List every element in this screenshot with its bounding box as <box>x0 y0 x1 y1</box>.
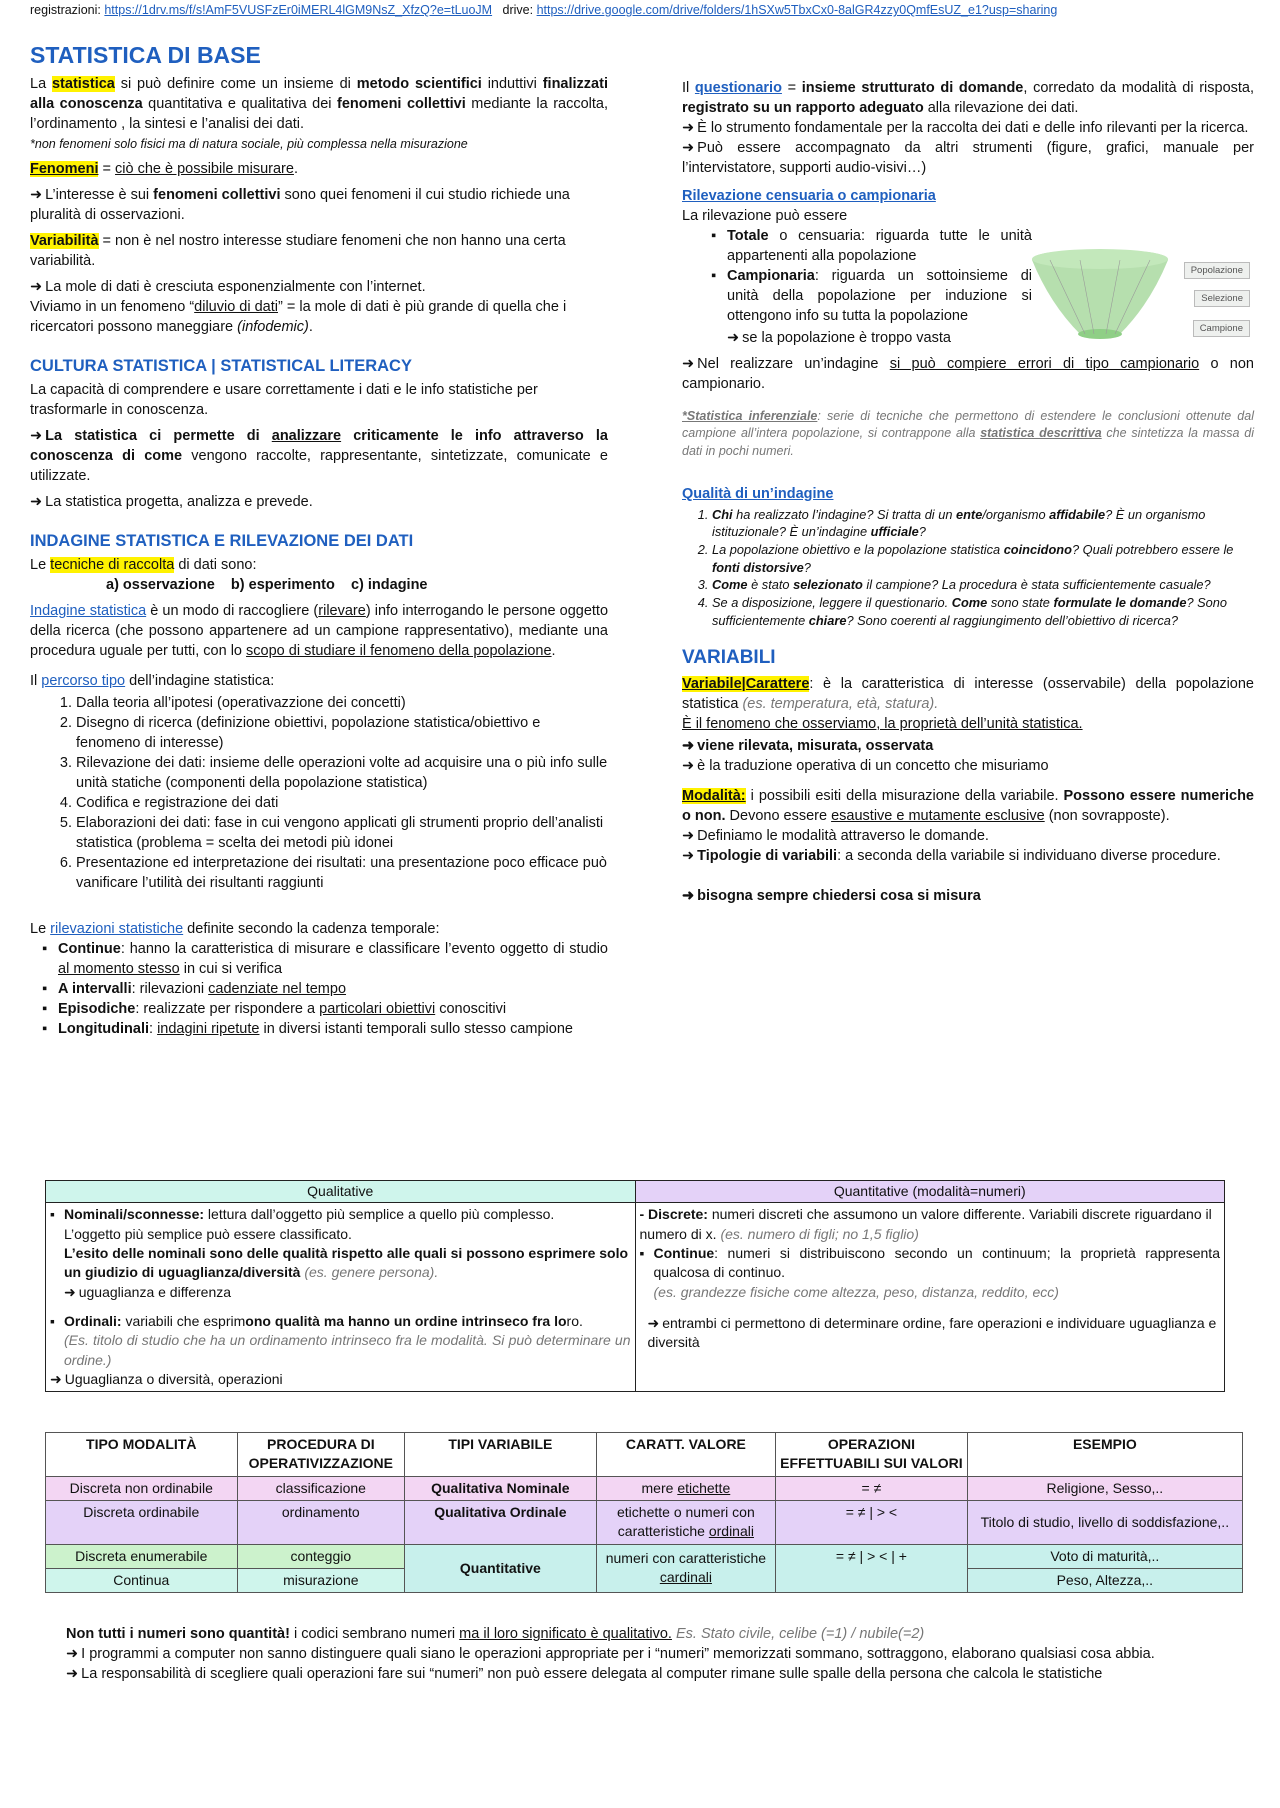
fenomeni-collettivi: ➜ L’interesse è sui fenomeni collettivi sono quei fenomeni il cui studio richiede una pluralità di osservazioni. <box>30 186 570 223</box>
column-header: PROCEDURA DI OPERATIVIZZAZIONE <box>237 1433 405 1477</box>
tecniche-list: a) osservazione b) esperimento c) indagine <box>106 576 428 593</box>
arrow-icon: ➜ <box>682 120 695 136</box>
questionario-arrow-1: ➜ È lo strumento fondamentale per la raccolta dei dati e delle info rilevanti per la ricerca. <box>682 120 1249 136</box>
cultura-paragraph: La capacità di comprendere e usare correttamente i dati e le info statistiche per trasformarle in conoscenza. <box>30 381 538 418</box>
label-popolazione: Popolazione <box>1184 262 1250 279</box>
link-google-drive[interactable]: https://drive.google.com/drive/folders/1hSXw5TbxCx0-8alGR4zzy0QmfEsUZ_e1?usp=sharing <box>536 3 1058 17</box>
qualitative-cell <box>46 1203 636 1392</box>
arrow-icon: ➜ <box>682 356 695 372</box>
questionario-def: Il questionario = insieme strutturato di domande, corredato da modalità di risposta, registrato su un rapporto adeguato alla rilevazione dei dati. <box>682 80 1254 116</box>
ordinali-block: ▪ Ordinali: variabili che esprimono qualità ma hanno un ordine intrinseco fra loro. (Es. titolo di studio che ha un ordinamento intrinseco fra le modalità. Si può determinare un ordine.) <box>50 1312 631 1368</box>
heading-qualita-indagine: Qualità di un’indagine <box>682 485 834 502</box>
table-row <box>46 1500 1243 1544</box>
table-cell: = ≠ | > < <box>776 1500 968 1544</box>
table-cell: ordinamento <box>237 1500 405 1544</box>
header-qualitative: Qualitative <box>46 1181 636 1203</box>
continue-block: ▪ Continue: numeri si distribuiscono secondo un continuum; la proprietà rappresenta qualcosa di continuo. (es. grandezze fisiche come altezza, peso, distanza, reddito, ecc) <box>639 1244 1220 1300</box>
heading-cultura-statistica: CULTURA STATISTICA | STATISTICAL LITERACY <box>30 356 412 375</box>
list-item: 6. Presentazione ed interpretazione dei risultati: una presentazione poco efficace può vanificare l’utilità dei risultanti raggiunti <box>76 853 608 893</box>
arrow-icon: ➜ <box>682 757 695 774</box>
qualitative-quantitative-table <box>45 1180 1225 1392</box>
statistica-inferenziale: *Statistica inferenziale: serie di tecniche che permettono di estendere le conclusioni ottenute dal campione all’intera popolazione, si contrappone alla statistica descrittiva che sintetizza la massa di dati in pochi numeri. <box>682 409 1254 458</box>
table-cell: classificazione <box>237 1476 405 1500</box>
list-item: ▪ Totale o censuaria: riguarda tutte le unità appartenenti alla popolazione <box>727 226 1032 266</box>
rilevazioni-list <box>30 939 608 1039</box>
list-item: 3. Rilevazione dei dati: insieme delle operazioni volte ad acquisire una o più info sulle unità statiche (componenti della popolazione statistica) <box>76 753 608 793</box>
discrete-block: - Discrete: numeri discreti che assumono un valore differente. Variabili discrete riguardano il numero di x. (es. numero di figli; no 1,5 figlio) <box>639 1206 1212 1242</box>
modalita-def: Modalità: i possibili esiti della misurazione della variabile. Possono essere numeriche o non. Devono essere esaustive e mutamente esclusive (non sovrapposte). <box>682 787 1254 824</box>
variabilita-def: Variabilità = non è nel nostro interesse studiare fenomeni che non hanno una certa variabilità. <box>30 232 566 269</box>
list-item: 1. Chi ha realizzato l’indagine? Si tratta di un ente/organismo affidabile? È un organismo istituzionale? È un’indagine ufficiale? <box>712 506 1254 541</box>
list-item: 4. Codifica e registrazione dei dati <box>76 793 608 813</box>
table-cell: Voto di maturità,.. <box>967 1544 1242 1568</box>
label-campione: Campione <box>1193 320 1250 337</box>
variabile-def: Variabile|Carattere: è la caratteristica di interesse (osservabile) della popolazione statistica (es. temperatura, età, statura). <box>682 675 1254 712</box>
list-item: 5. Elaborazioni dei dati: fase in cui vengono applicati gli strumenti proprio dell’analisti statistica (problema = scelta dei metodi più idonei <box>76 813 608 853</box>
indagine-def: Indagine statistica è un modo di raccogliere (rilevare) info interrogando le persone oggetto della ricerca (che possono appartenere ad un campione rappresentativo), mediante una procedura uguale per tutti, con lo scopo di studiare il fenomeno della popolazione. <box>30 602 609 659</box>
list-item: 4. Se a disposizione, leggere il questionario. Come sono state formulate le domande? Sono sufficientemente chiare? Sono coerenti al raggiungimento dell’obiettivo di ricerca? <box>712 594 1254 629</box>
errori-campionari: ➜ Nel realizzare un’indagine si può compiere errori di tipo campionario o non campionario. <box>682 356 1254 392</box>
list-item: 3. Come è stato selezionato il campione? La procedura è stata sufficientemente casuale? <box>712 576 1254 594</box>
arrow-icon: ➜ <box>682 737 695 754</box>
population-sample-figure <box>1030 246 1256 346</box>
arrow-icon: ➜ <box>30 278 43 295</box>
arrow-icon: ➜ <box>682 827 695 844</box>
variabile-arrow-2: ➜ è la traduzione operativa di un concetto che misuriamo <box>682 757 1049 774</box>
arrow-icon: ➜ <box>50 1370 62 1387</box>
table-cell: Titolo di studio, livello di soddisfazione,.. <box>967 1500 1242 1544</box>
mole-dati: ➜ La mole di dati è cresciuta esponenzialmente con l’internet. <box>30 278 426 295</box>
heading-rilevazione-censuaria: Rilevazione censuaria o campionaria <box>682 188 936 204</box>
table-cell: mere etichette <box>596 1476 776 1500</box>
table-row <box>46 1544 1243 1568</box>
modalita-arrow-3: ➜ bisogna sempre chiedersi cosa si misura <box>682 887 981 904</box>
arrow-icon: ➜ <box>682 140 695 156</box>
table-cell: etichette o numeri con caratteristiche ordinali <box>596 1500 776 1544</box>
qualita-list <box>682 506 1254 630</box>
table-cell: = ≠ | > < | + <box>776 1544 968 1593</box>
intro-paragraph: La statistica si può definire come un insieme di metodo scientifici induttivi finalizzati alla conoscenza quantitativa e qualitativa dei fenomeni collettivi mediante la raccolta, l’ordinamento , la sintesi e l’analisi dei dati. <box>30 75 608 132</box>
heading-indagine-statistica: INDAGINE STATISTICA E RILEVAZIONE DEI DATI <box>30 531 414 550</box>
column-header: TIPO MODALITÀ <box>46 1433 238 1477</box>
label-selezione: Selezione <box>1194 290 1250 307</box>
list-item: ▪ Continue: hanno la caratteristica di misurare e classificare l’evento oggetto di studio al momento stesso in cui si verifica <box>58 939 608 979</box>
list-item: 1. Dalla teoria all’ipotesi (operativazzione dei concetti) <box>76 693 608 713</box>
quantitative-cell <box>635 1203 1225 1392</box>
variabile-fenomeno: È il fenomeno che osserviamo, la proprietà dell’unità statistica. <box>682 715 1083 732</box>
table-cell: = ≠ <box>776 1476 968 1500</box>
arrow-icon: ➜ <box>64 1283 76 1300</box>
column-header: CARATT. VALORE <box>596 1433 776 1477</box>
arrow-icon: ➜ <box>30 493 43 510</box>
rilevazioni-intro: Le rilevazioni statistiche definite secondo la cadenza temporale: <box>30 920 440 937</box>
table-cell: Religione, Sesso,.. <box>967 1476 1242 1500</box>
percorso-tipo: Il percorso tipo dell’indagine statistica: <box>30 672 275 689</box>
ordinali-arrow: ➜ Uguaglianza o diversità, operazioni <box>50 1370 283 1387</box>
numeri-quantita-note: Non tutti i numeri sono quantità! i codici sembrano numeri ma il loro significato è qualitativo. Es. Stato civile, celibe (=1) / nubile(=2) <box>66 1626 925 1642</box>
table-cell: Quantitative <box>405 1544 597 1593</box>
table-cell: Discreta non ordinabile <box>46 1476 238 1500</box>
label-drive: drive: <box>502 3 534 17</box>
arrow-icon: ➜ <box>66 1646 79 1662</box>
link-onedrive[interactable]: https://1drv.ms/f/s!AmF5VUSFzEr0iMERL4lGM9NsZ_XfzQ?e=tLuoJM <box>104 3 493 17</box>
left-column <box>30 40 608 1039</box>
programmi-computer-note: ➜ I programmi a computer non sanno distinguere quali siano le operazioni appropriate per i “numeri” memorizzati sommano, sottraggono, elaborano qualsiasi cosa abbia. <box>66 1646 1155 1662</box>
title-statistica-di-base: STATISTICA DI BASE <box>30 42 261 68</box>
nominali-block: ▪ Nominali/sconnesse: lettura dall’oggetto più semplice a quello più complesso. L’oggetto più semplice può essere classificato. L’esito delle nominali sono delle qualità rispetto alle quali si possono esprimere solo un giudizio di uguaglianza/diversità (es. genere persona). ➜ uguaglianza e differenza <box>50 1206 629 1300</box>
column-header: OPERAZIONI EFFETTUABILI SUI VALORI <box>776 1433 968 1477</box>
table-cell: Discreta enumerabile <box>46 1544 238 1568</box>
list-item: ▪ Episodiche: realizzate per rispondere a particolari obiettivi conoscitivi <box>58 999 608 1019</box>
table-cell: Qualitativa Ordinale <box>405 1500 597 1544</box>
modalita-arrow-1: ➜ Definiamo le modalità attraverso le domande. <box>682 827 989 844</box>
arrow-icon: ➜ <box>682 887 695 904</box>
list-item: ▪ A intervalli: rilevazioni cadenziate nel tempo <box>58 979 608 999</box>
column-header: ESEMPIO <box>967 1433 1242 1477</box>
modalita-summary-table <box>45 1432 1243 1593</box>
cultura-arrow-2: ➜ La statistica progetta, analizza e prevede. <box>30 493 313 510</box>
bottom-notes <box>66 1624 1226 1684</box>
table-cell: Discreta ordinabile <box>46 1500 238 1544</box>
note-fenomeni: *non fenomeni solo fisici ma di natura sociale, più complessa nella misurazione <box>30 136 468 151</box>
cultura-arrow-1: ➜ La statistica ci permette di analizzare criticamente le info attraverso la conoscenza di come vengono raccolte, rappresentante, sintetizzate, comunicate e utilizzate. <box>30 427 608 484</box>
arrow-icon: ➜ <box>66 1666 79 1682</box>
column-header: TIPI VARIABILE <box>405 1433 597 1477</box>
header-quantitative: Quantitative (modalità=numeri) <box>635 1181 1225 1203</box>
right-column <box>682 78 1254 912</box>
table-cell: misurazione <box>237 1568 405 1592</box>
percorso-steps-list <box>30 693 608 893</box>
variabile-arrow-1: ➜ viene rilevata, misurata, osservata <box>682 737 934 754</box>
rilevazione-intro: La rilevazione può essere <box>682 208 848 224</box>
modalita-arrow-2: ➜ Tipologie di variabili: a seconda della variabile si individuano diverse procedure. <box>682 847 1221 864</box>
arrow-icon: ➜ <box>647 1314 660 1331</box>
fenomeni-def: Fenomeni = ciò che è possibile misurare. <box>30 160 298 177</box>
questionario-arrow-2: ➜ Può essere accompagnato da altri strumenti (figure, grafici, manuale per l’intervistatore, supporti audio-visivi…) <box>682 140 1254 176</box>
arrow-icon: ➜ <box>30 427 43 444</box>
heading-variabili: VARIABILI <box>682 647 776 669</box>
list-item: ▪ Longitudinali: indagini ripetute in diversi istanti temporali sullo stesso campione <box>58 1019 608 1039</box>
label-registrazioni: registrazioni: <box>30 3 101 17</box>
table-cell: Continua <box>46 1568 238 1592</box>
diluvio-dati: Viviamo in un fenomeno “diluvio di dati” = la mole di dati è più grande di quella che i ricercatori possono maneggiare (infodemic). <box>30 298 567 335</box>
arrow-icon: ➜ <box>727 330 740 346</box>
table-cell: numeri con caratteristiche cardinali <box>596 1544 776 1593</box>
top-links-bar <box>30 2 1057 19</box>
arrow-icon: ➜ <box>30 186 43 203</box>
list-item: 2. Disegno di ricerca (definizione obiettivi, popolazione statistica/obiettivo e fenomeno di interesse) <box>76 713 608 753</box>
entrambi-note: ➜ entrambi ci permettono di determinare ordine, fare operazioni e individuare uguaglianza e diversità <box>647 1314 1217 1351</box>
table-cell: Qualitativa Nominale <box>405 1476 597 1500</box>
list-item: 2. La popolazione obiettivo e la popolazione statistica coincidono? Quali potrebbero essere le fonti distorsive? <box>712 541 1254 576</box>
responsabilita-note: ➜ La responsabilità di scegliere quali operazioni fare sui “numeri” non può essere delegata al computer rimane sulle spalle della persona che calcola le statistiche <box>66 1666 1103 1682</box>
table-cell: Peso, Altezza,.. <box>967 1568 1242 1592</box>
campionaria-arrow: ➜ se la popolazione è troppo vasta <box>727 330 951 346</box>
table-cell: conteggio <box>237 1544 405 1568</box>
table-row <box>46 1476 1243 1500</box>
list-item: ▪ Campionaria: riguarda un sottoinsieme di unità della popolazione per induzione si ottengono info su tutta la popolazione <box>727 266 1032 326</box>
tecniche-raccolta: Le tecniche di raccolta di dati sono: <box>30 556 257 573</box>
arrow-icon: ➜ <box>682 847 695 864</box>
rilevazione-types-list <box>682 226 1032 326</box>
